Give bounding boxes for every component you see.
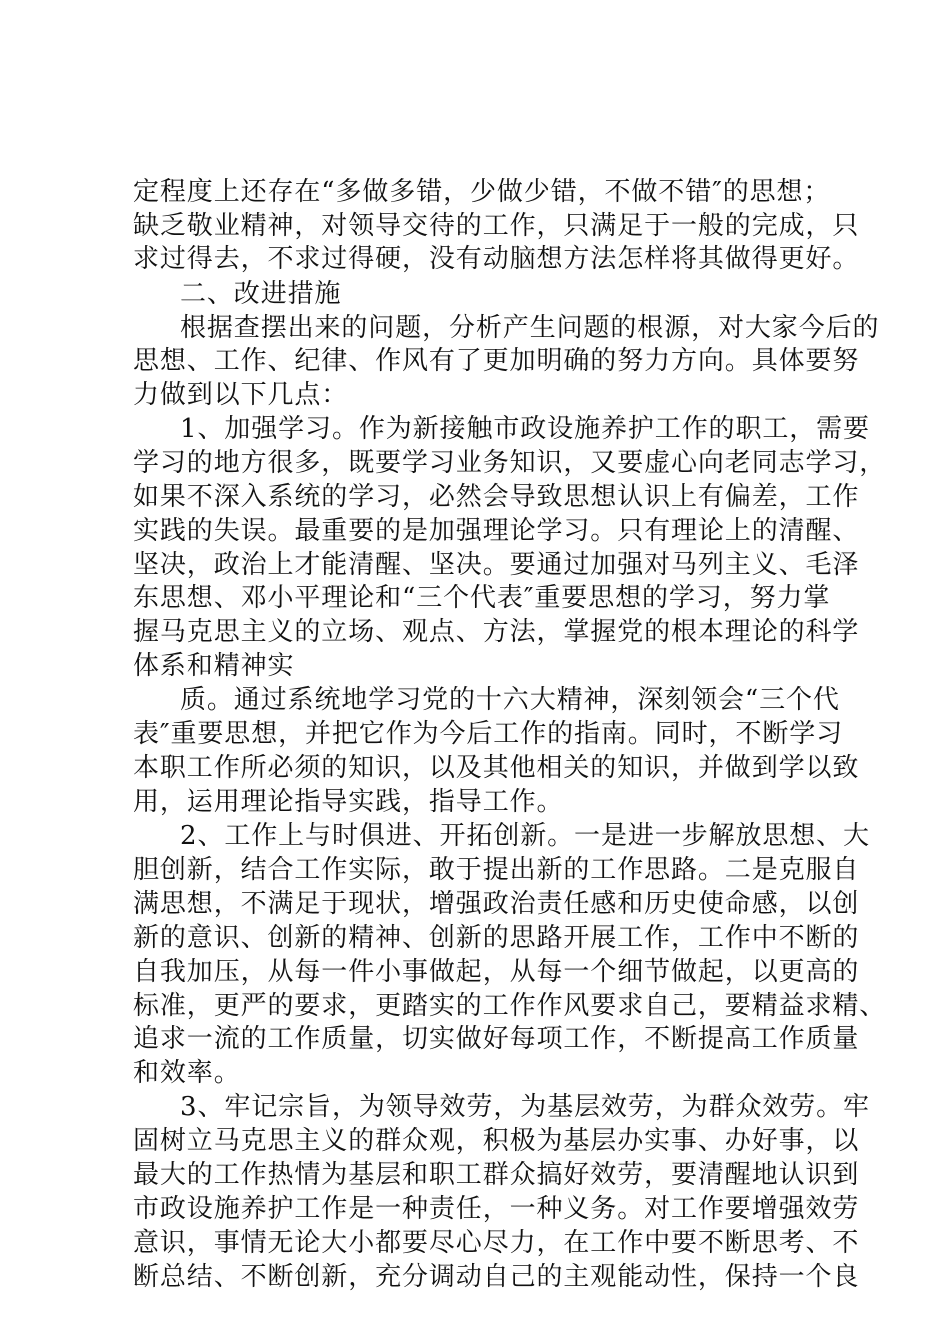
text-line: 坚决，政治上才能清醒、坚决。要通过加强对马列主义、毛泽 — [133, 550, 860, 580]
text-line: 定程度上还存在“多做多错，少做少错，不做不错″的思想； — [133, 177, 831, 207]
text-line: 实践的失误。最重要的是加强理论学习。只有理论上的清醒、 — [133, 516, 860, 546]
text-line: 体系和精神实 — [133, 651, 295, 681]
text-line: 握马克思主义的立场、观点、方法，掌握党的根本理论的科学 — [133, 617, 860, 647]
text-line: 求过得去，不求过得硬，没有动脑想方法怎样将其做得更好。 — [133, 244, 860, 274]
text-line: 2、工作上与时俱进、开拓创新。一是进一步解放思想、大 — [180, 821, 870, 851]
text-line: 断总结、不断创新，充分调动自己的主观能动性，保持一个良 — [133, 1262, 860, 1292]
text-line: 学习的地方很多，既要学习业务知识，又要虚心向老同志学习， — [133, 448, 887, 478]
text-line: 东思想、邓小平理论和“三个代表″重要思想的学习，努力掌 — [133, 583, 831, 613]
text-line: 市政设施养护工作是一种责任，一种义务。对工作要增强效劳 — [133, 1194, 860, 1224]
text-line: 力做到以下几点： — [133, 380, 349, 410]
text-line: 思想、工作、纪律、作风有了更加明确的努力方向。具体要努 — [133, 346, 860, 376]
text-line: 自我加压，从每一件小事做起，从每一个细节做起，以更高的 — [133, 957, 860, 987]
text-line: 固树立马克思主义的群众观，积极为基层办实事、办好事，以 — [133, 1126, 860, 1156]
text-line: 标准，更严的要求，更踏实的工作作风要求自己，要精益求精、 — [133, 991, 887, 1021]
text-line: 和效率。 — [133, 1058, 241, 1088]
text-line: 1、加强学习。作为新接触市政设施养护工作的职工，需要 — [180, 414, 870, 444]
section-heading: 二、改进措施 — [180, 279, 342, 309]
text-line: 用，运用理论指导实践，指导工作。 — [133, 787, 564, 817]
text-line: 缺乏敬业精神，对领导交待的工作，只满足于一般的完成，只 — [133, 211, 860, 241]
text-line: 表″重要思想，并把它作为今后工作的指南。同时，不断学习 — [133, 719, 844, 749]
text-line: 质。通过系统地学习党的十六大精神，深刻领会“三个代 — [180, 685, 840, 715]
text-line: 根据查摆出来的问题，分析产生问题的根源，对大家今后的 — [180, 313, 880, 343]
text-line: 本职工作所必须的知识，以及其他相关的知识，并做到学以致 — [133, 753, 860, 783]
text-line: 满思想，不满足于现状，增强政治责任感和历史使命感，以创 — [133, 889, 860, 919]
text-line: 追求一流的工作质量，切实做好每项工作，不断提高工作质量 — [133, 1024, 860, 1054]
text-line: 如果不深入系统的学习，必然会导致思想认识上有偏差，工作 — [133, 482, 860, 512]
text-line: 意识，事情无论大小都要尽心尽力，在工作中要不断思考、不 — [133, 1228, 860, 1258]
text-line: 3、牢记宗旨，为领导效劳，为基层效劳，为群众效劳。牢 — [180, 1092, 870, 1122]
text-line: 胆创新，结合工作实际，敢于提出新的工作思路。二是克服自 — [133, 855, 860, 885]
text-line: 新的意识、创新的精神、创新的思路开展工作，工作中不断的 — [133, 923, 860, 953]
text-line: 最大的工作热情为基层和职工群众搞好效劳，要清醒地认识到 — [133, 1160, 860, 1190]
